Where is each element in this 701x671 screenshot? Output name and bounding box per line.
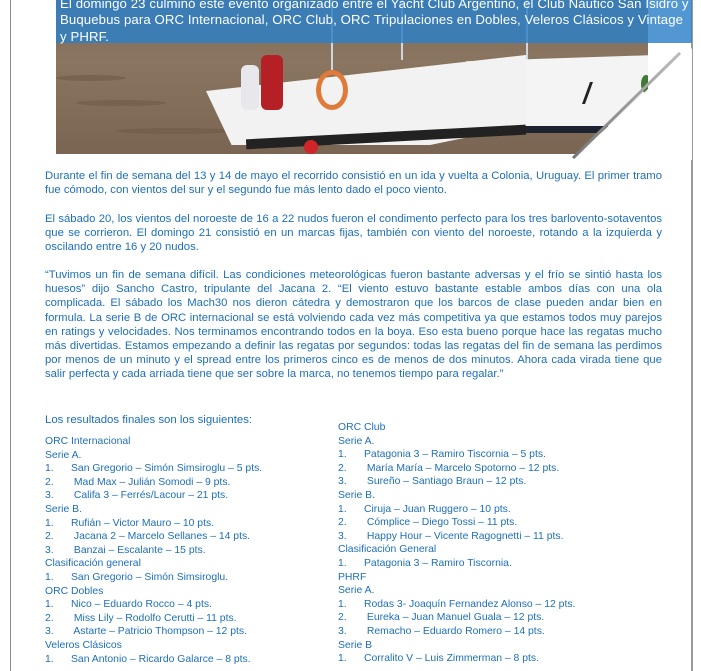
result-position: 3. (45, 544, 54, 556)
results-entry (45, 517, 325, 531)
result-position: 2. (338, 517, 347, 529)
results-entry (45, 625, 325, 639)
results-entry (45, 476, 325, 490)
result-position: 2. (45, 476, 54, 488)
crew-member (261, 55, 283, 110)
results-category-heading: Veleros Clásicos (45, 639, 122, 651)
results-column-right (338, 421, 668, 666)
results-entry (338, 503, 668, 517)
result-text: Mad Max – Julián Somodi – 9 pts. (71, 476, 231, 488)
results-category-heading: ORC Club (338, 422, 386, 433)
result-position: 2. (338, 462, 347, 474)
result-text: San Antonio – Ricardo Galarce – 8 pts. (71, 653, 251, 665)
result-text: Ciruja – Juan Ruggero – 10 pts. (364, 503, 511, 515)
results-entry (338, 611, 668, 625)
results-category-heading: Serie A. (338, 585, 375, 597)
water-wave (116, 128, 236, 134)
water-wave (76, 100, 166, 106)
article-paragraph: Durante el fin de semana del 13 y 14 de mayo el recorrido consistió en un ida y vuelta a Colonia, Uruguay. El primer tramo fue cómodo, con vientos del sur y el segundo fue más lento dado el poco viento. (45, 170, 662, 197)
result-position: 3. (45, 626, 54, 638)
result-position: 2. (45, 531, 54, 543)
red-hull-logo (304, 140, 318, 154)
results-entry (338, 557, 668, 571)
result-text: Rodas 3- Joaquín Fernandez Alonso – 12 pts. (364, 598, 576, 610)
result-position: 1. (338, 503, 347, 515)
results-category-heading: Serie A. (338, 435, 375, 447)
result-text: Sureño – Santiago Braun – 12 pts. (364, 476, 527, 488)
results-category-heading: ORC Internacional (45, 436, 131, 447)
result-position: 2. (45, 612, 54, 624)
results-entry (338, 516, 668, 530)
results-intro: Los resultados finales son los siguientes: (45, 414, 253, 426)
result-position: 1. (338, 653, 347, 665)
results-entry (45, 530, 325, 544)
results-entry (338, 530, 668, 544)
result-text: Remacho – Eduardo Romero – 14 pts. (364, 625, 545, 637)
results-entry (45, 462, 325, 476)
results-category-heading: Serie A. (45, 449, 82, 461)
results-entry (338, 598, 668, 612)
results-category-heading: Serie B. (338, 489, 375, 501)
result-position: 2. (338, 612, 347, 624)
result-text: Happy Hour – Vicente Ragognetti – 11 pts. (364, 530, 564, 542)
results-entry (338, 448, 668, 462)
result-position: 1. (45, 653, 54, 665)
results-category-heading: ORC Dobles (45, 585, 104, 597)
result-text: Miss Lily – Rodolfo Cerutti – 11 pts. (71, 612, 237, 624)
article-paragraph: El sábado 20, los vientos del noroeste de 16 a 22 nudos fueron el condimento perfecto para los tres barlovento-sotaventos que se corrieron. El domingo 21 consistió en un marcas fijas, también con viento del noroeste, rotando a la izquierda y oscilando entre 16 y 20 nudos. (45, 213, 662, 254)
hero-caption: El domingo 23 culminó este evento organizado entre el Yacht Club Argentino, el Club Náutico San Isidro y Buquebus para ORC Internacional, ORC Club, ORC Tripulaciones en Dobles, Veleros Clásicos y Vintage y PHRF. (60, 0, 689, 44)
page-border-left (10, 0, 11, 671)
lifebuoy-icon (316, 70, 348, 110)
results-entry (338, 462, 668, 476)
result-text: Corralito V – Luis Zimmerman – 8 pts. (364, 653, 539, 665)
result-text: Patagonia 3 – Ramiro Tiscornia – 5 pts. (364, 449, 546, 461)
results-entry (45, 653, 325, 667)
result-text: Eureka – Juan Manuel Guala – 12 pts. (364, 612, 545, 624)
result-text: Astarte – Patricio Thompson – 12 pts. (71, 626, 247, 638)
result-position: 1. (45, 463, 54, 475)
result-text: Nico – Eduardo Rocco – 4 pts. (71, 599, 212, 611)
results-entry (338, 625, 668, 639)
result-text: Jacana 2 – Marcelo Sellanes – 14 pts. (71, 531, 251, 543)
results-entry (338, 652, 668, 666)
result-text: Rufián – Victor Mauro – 10 pts. (71, 517, 215, 529)
water-wave (56, 75, 126, 81)
result-position: 3. (338, 625, 347, 637)
result-position: 1. (338, 598, 347, 610)
results-category-heading: PHRF (338, 571, 367, 583)
result-text: San Gregorio – Simón Simsiroglu. (71, 571, 229, 583)
crew-member (241, 65, 259, 110)
results-entry (45, 544, 325, 558)
result-position: 1. (45, 517, 54, 529)
results-category-heading: Clasificación general (45, 558, 141, 570)
results-entry (45, 612, 325, 626)
result-text: Califa 3 – Ferrés/Lacour – 21 pts. (71, 490, 229, 502)
result-position: 1. (45, 599, 54, 611)
result-text: Cómplice – Diego Tossi – 11 pts. (364, 517, 518, 529)
results-category-heading: Serie B. (45, 503, 82, 515)
result-position: 1. (338, 449, 347, 461)
result-position: 1. (45, 571, 54, 583)
results-category-heading: Serie B (338, 639, 373, 651)
result-text: Banzai – Escalante – 15 pts. (71, 544, 206, 556)
result-text: Patagonia 3 – Ramiro Tiscornia. (364, 557, 512, 569)
results-entry (45, 598, 325, 612)
results-entry (45, 571, 325, 585)
results-entry (338, 475, 668, 489)
result-position: 3. (45, 490, 54, 502)
results-category-heading: Clasificación General (338, 544, 437, 556)
article-quote-paragraph: “Tuvimos un fin de semana difícil. Las condiciones meteorológicas fueron bastante adversas y el frío se sintió hasta los huesos” dijo Sancho Castro, tripulante del Jacana 2. “El viento estuvo bastante estable ambos días con una ola complicada. El sábado los Mach30 nos dieron cátedra y demostraron que los barcos de clase pueden andar bien en formula. La serie B de ORC internacional se está volviendo cada vez más competitiva ya que estamos todos muy parejos en ratings y velocidades. Nos terminamos encontrando todos en la boya. Eso esta bueno porque hace las regatas mucho más divertidas. Estamos empezando a definir las regatas por segundos: todas las regatas del fin de semana las perdimos por menos de un minuto y el spread entre los primeros cinco es de menos de dos minutos. Ahora cada virada tiene que salir perfecta y cada arriada tiene que ser sobre la marca, no tenemos tiempo para regalar.” (45, 269, 662, 381)
results-column-left (45, 435, 325, 666)
result-position: 3. (338, 476, 347, 488)
result-position: 1. (338, 557, 347, 569)
result-text: San Gregorio – Simón Simsiroglu – 5 pts. (71, 463, 263, 475)
results-entry (45, 489, 325, 503)
result-position: 3. (338, 530, 347, 542)
result-text: María María – Marcelo Spotorno – 12 pts. (364, 462, 560, 474)
